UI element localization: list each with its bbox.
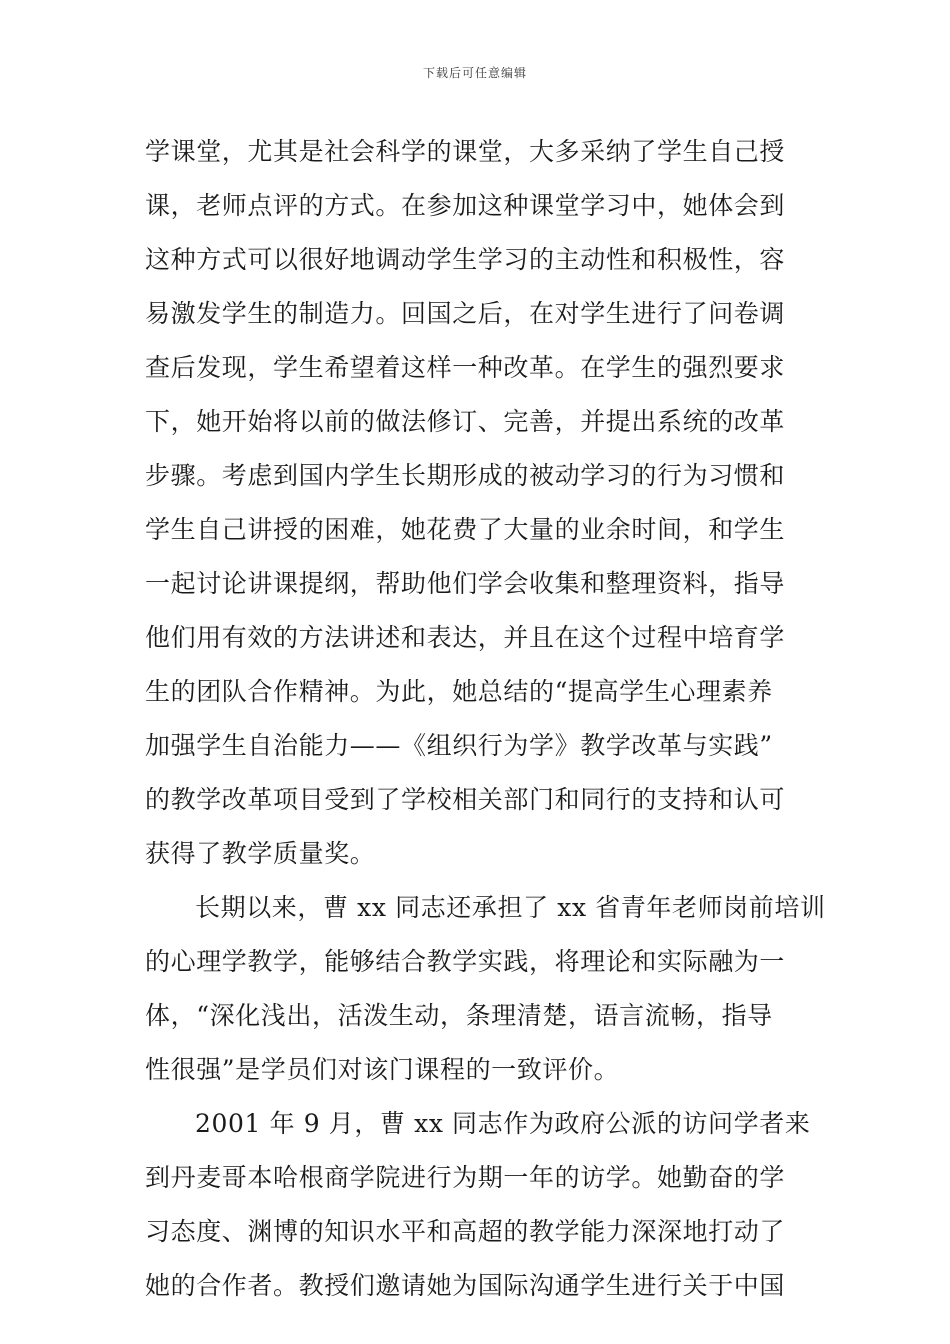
paragraph-start-line: 长期以来，曹 xx 同志还承担了 xx 省青年老师岗前培训 (195, 893, 826, 922)
text-line: 的教学改革项目受到了学校相关部门和同行的支持和认可 (145, 785, 786, 814)
text-line: 下，她开始将以前的做法修订、完善，并提出系统的改革 (145, 407, 786, 436)
text-line: 课，老师点评的方式。在参加这种课堂学习中，她体会到 (145, 191, 786, 220)
page-header: 下载后可任意编辑 (422, 66, 527, 80)
text-line: 易激发学生的制造力。回国之后，在对学生进行了问卷调 (145, 299, 786, 328)
text-line: 的心理学教学，能够结合教学实践，将理论和实际融为一 (145, 947, 786, 976)
text-line: 性很强”是学员们对该门课程的一致评价。 (145, 1055, 620, 1084)
text-line: 一起讨论讲课提纲，帮助他们学会收集和整理资料，指导 (145, 569, 786, 598)
text-line: 体，“深化浅出，活泼生动，条理清楚，语言流畅，指导 (145, 1001, 773, 1030)
text-line: 习态度、渊博的知识水平和高超的教学能力深深地打动了 (145, 1217, 786, 1246)
text-line: 学课堂，尤其是社会科学的课堂，大多采纳了学生自己授 (145, 137, 786, 166)
text-line: 学生自己讲授的困难，她花费了大量的业余时间，和学生 (145, 515, 786, 544)
text-line: 查后发现，学生希望着这样一种改革。在学生的强烈要求 (145, 353, 786, 382)
paragraph-start-line: 2001 年 9 月，曹 xx 同志作为政府公派的访问学者来 (195, 1109, 811, 1138)
text-line: 获得了教学质量奖。 (145, 839, 376, 868)
document-body (145, 125, 826, 1313)
text-line: 他们用有效的方法讲述和表达，并且在这个过程中培育学 (145, 623, 786, 652)
text-line: 生的团队合作精神。为此，她总结的“提高学生心理素养 (145, 677, 773, 706)
text-line: 她的合作者。教授们邀请她为国际沟通学生进行关于中国 (145, 1271, 786, 1300)
text-line: 步骤。考虑到国内学生长期形成的被动学习的行为习惯和 (145, 461, 786, 490)
text-line: 这种方式可以很好地调动学生学习的主动性和积极性，容 (145, 245, 786, 274)
text-line: 加强学生自治能力——《组织行为学》教学改革与实践” (145, 731, 773, 760)
text-line: 到丹麦哥本哈根商学院进行为期一年的访学。她勤奋的学 (145, 1163, 786, 1192)
